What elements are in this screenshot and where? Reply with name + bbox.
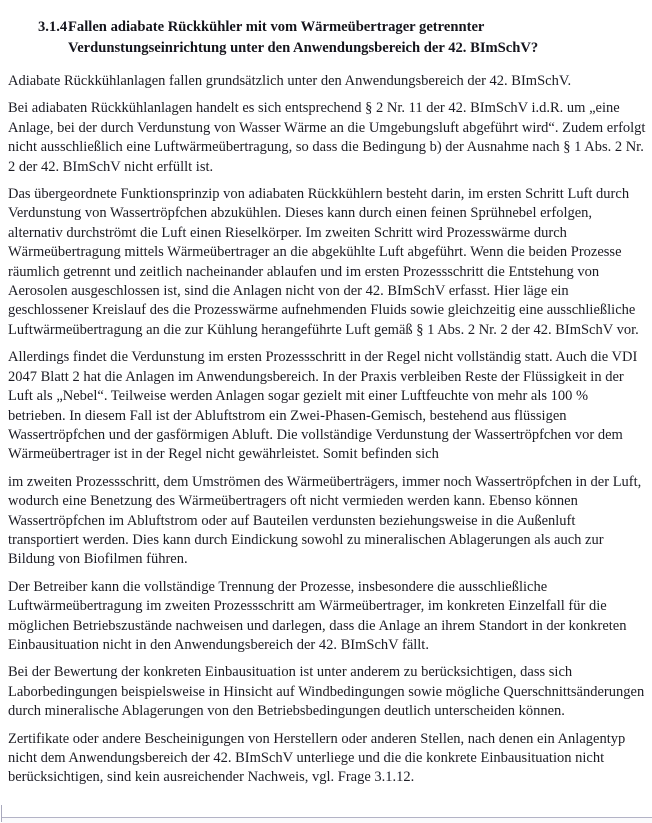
paragraph: Der Betreiber kann die vollständige Trennung der Prozesse, insbesondere die ausschließliche Luftwärmeübertragung im zweiten Prozessschritt am Wärmeübertrager, im konkreten Einzelfall für die möglichen Betriebszustände nachweisen und darlegen, dass die Anlage an ihrem Standort in der konkreten Einbausituation nicht in den Anwendungsbereich der 42. BImSchV fällt. (8, 578, 627, 653)
next-section-box-top-edge (2, 817, 652, 823)
paragraph: Adiabate Rückkühlanlagen fallen grundsätzlich unter den Anwendungsbereich der 42. BImSchV. (8, 73, 572, 89)
paragraph: Bei der Bewertung der konkreten Einbausituation ist unter anderem zu berücksichtigen, dass sich Laborbedingungen beispielsweise in Hinsicht auf Windbedingungen sowie mögliche Querschnittsänderungen durch mineralische Ablagerungen von den Betriebsbedingungen deutlich unterscheiden können. (8, 664, 645, 720)
paragraph: Zertifikate oder andere Bescheinigungen von Herstellern oder anderen Stellen, nach denen ein Anlagentyp nicht dem Anwendungsbereich der 42. BImSchV unterliege und die die konkrete Einbausituation nicht berücksichtigen, sind kein ausreichender Nachweis, vgl. Frage 3.1.12. (8, 730, 626, 786)
section-heading-text: Fallen adiabate Rückkühler mit vom Wärmeübertrager getrennter Verdunstungseinrichtung unter den Anwendungsbereich der 42. BImSchV? (68, 19, 539, 56)
section-heading (38, 17, 648, 59)
document-body (8, 72, 648, 788)
paragraph: Allerdings findet die Verdunstung im ersten Prozessschritt in der Regel nicht vollständig statt. Auch die VDI 2047 Blatt 2 hat die Anlagen im Anwendungsbereich. In der Praxis verbleiben Reste der Flüssigkeit in der Luft als „Nebel“. Teilweise werden Anlagen sogar gezielt mit einer Luftfeuchte von mehr als 100 % betrieben. In diesem Fall ist der Abluftstrom ein Zwei-Phasen-Gemisch, bestehend aus flüssigen Wassertröpfchen und der gasförmigen Abluft. Die vollständige Verdunstung der Wassertröpfchen vor dem Wärmeübertrager ist in der Regel nicht gewährleistet. Somit befinden sich (8, 349, 638, 463)
paragraph: Bei adiabaten Rückkühlanlagen handelt es sich entsprechend § 2 Nr. 11 der 42. BImSchV i.d.R. um „eine Anlage, bei der durch Verdunstung von Wasser Wärme an die Umgebungsluft abgeführt wird“. Zudem erfolgt nicht ausschließlich eine Luftwärmeübertragung, so dass die Bedingung b) der Ausnahme nach § 1 Abs. 2 Nr. 2 der 42. BImSchV nicht erfüllt ist. (8, 100, 646, 175)
paragraph: im zweiten Prozessschritt, dem Umströmen des Wärmeüberträgers, immer noch Wassertröpfchen in der Luft, wodurch eine Benetzung des Wärmeübertragers oft nicht vermieden werden kann. Ebenso können Wassertröpfchen im Abluftstrom oder auf Bauteilen verdunsten beziehungsweise in die Außenluft transportiert werden. Dies kann durch Eindickung sowohl zu mineralischen Ablagerungen als auch zur Bildung von Biofilmen führen. (8, 473, 642, 568)
paragraph: Das übergeordnete Funktionsprinzip von adiabaten Rückkühlern besteht darin, im ersten Schritt Luft durch Verdunstung von Wassertröpfchen abzukühlen. Dieses kann durch einen feinen Sprühnebel erfolgen, alternativ durchströmt die Luft einen Rieselkörper. Im zweiten Schritt wird Prozesswärme durch Wärmeübertragung mittels Wärmeübertrager an die abgekühlte Luft abgeführt. Wenn die beiden Prozesse räumlich getrennt und zeitlich nacheinander ablaufen und im ersten Prozessschritt die Entstehung von Aerosolen ausgeschlossen ist, sind die Anlagen nicht von der 42. BImSchV erfasst. Hier läge ein geschlossener Kreislauf des die Prozesswärme aufnehmenden Fluids sowie gleichzeitig eine ausschließliche Luftwärmeübertragung an die zur Kühlung herangeführte Luft gemäß § 1 Abs. 2 Nr. 2 der 42. BImSchV vor. (8, 186, 639, 338)
section-number: 3.1.4 (38, 19, 68, 35)
